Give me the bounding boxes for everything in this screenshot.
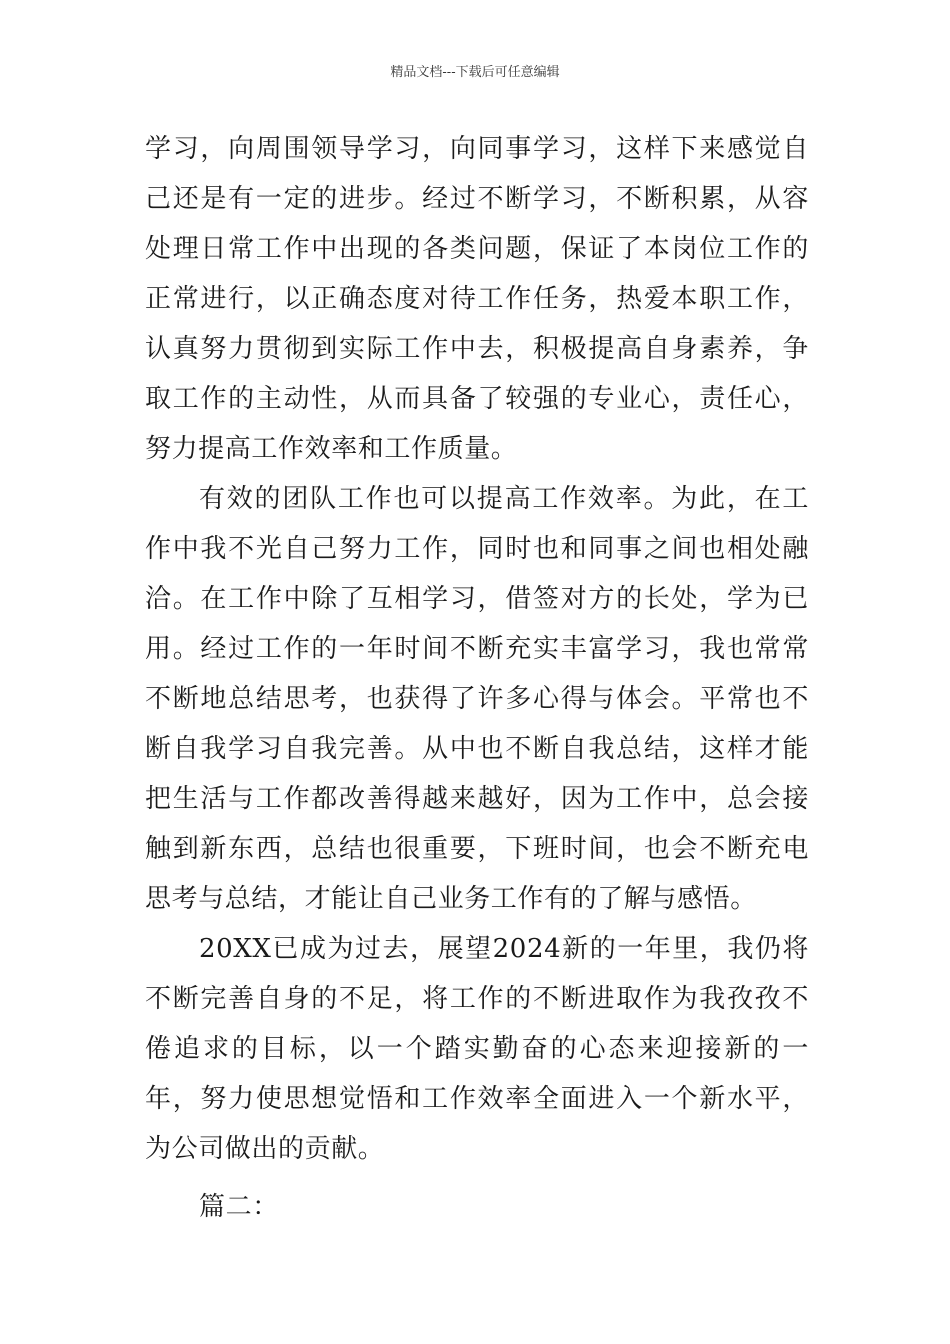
- paragraph-2: 有效的团队工作也可以提高工作效率。为此，在工作中我不光自己努力工作，同时也和同事之间也相处融洽。在工作中除了互相学习，借签对方的长处，学为已用。经过工作的一年时间不断充实丰富学习，我也常常不断地总结思考，也获得了许多心得与体会。平常也不断自我学习自我完善。从中也不断自我总结，这样才能把生活与工作都改善得越来越好，因为工作中，总会接触到新东西，总结也很重要，下班时间，也会不断充电思考与总结，才能让自己业务工作有的了解与感悟。: [145, 484, 809, 914]
- paragraph-3: 20XX已成为过去，展望2024新的一年里，我仍将不断完善自身的不足，将工作的不断进取作为我孜孜不倦追求的目标，以一个踏实勤奋的心态来迎接新的一年，努力使思想觉悟和工作效率全面进入一个新水平，为公司做出的贡献。: [145, 934, 809, 1164]
- paragraph-1: 学习，向周围领导学习，向同事学习，这样下来感觉自己还是有一定的进步。经过不断学习，不断积累，从容处理日常工作中出现的各类问题，保证了本岗位工作的正常进行，以正确态度对待工作任务，热爱本职工作，认真努力贯彻到实际工作中去，积极提高自身素养，争取工作的主动性，从而具备了较强的专业心，责任心，努力提高工作效率和工作质量。: [145, 134, 809, 464]
- document-body: [145, 124, 809, 1232]
- page-header: 精品文档---下载后可任意编辑: [390, 65, 560, 80]
- section-label: 篇二：: [199, 1192, 279, 1222]
